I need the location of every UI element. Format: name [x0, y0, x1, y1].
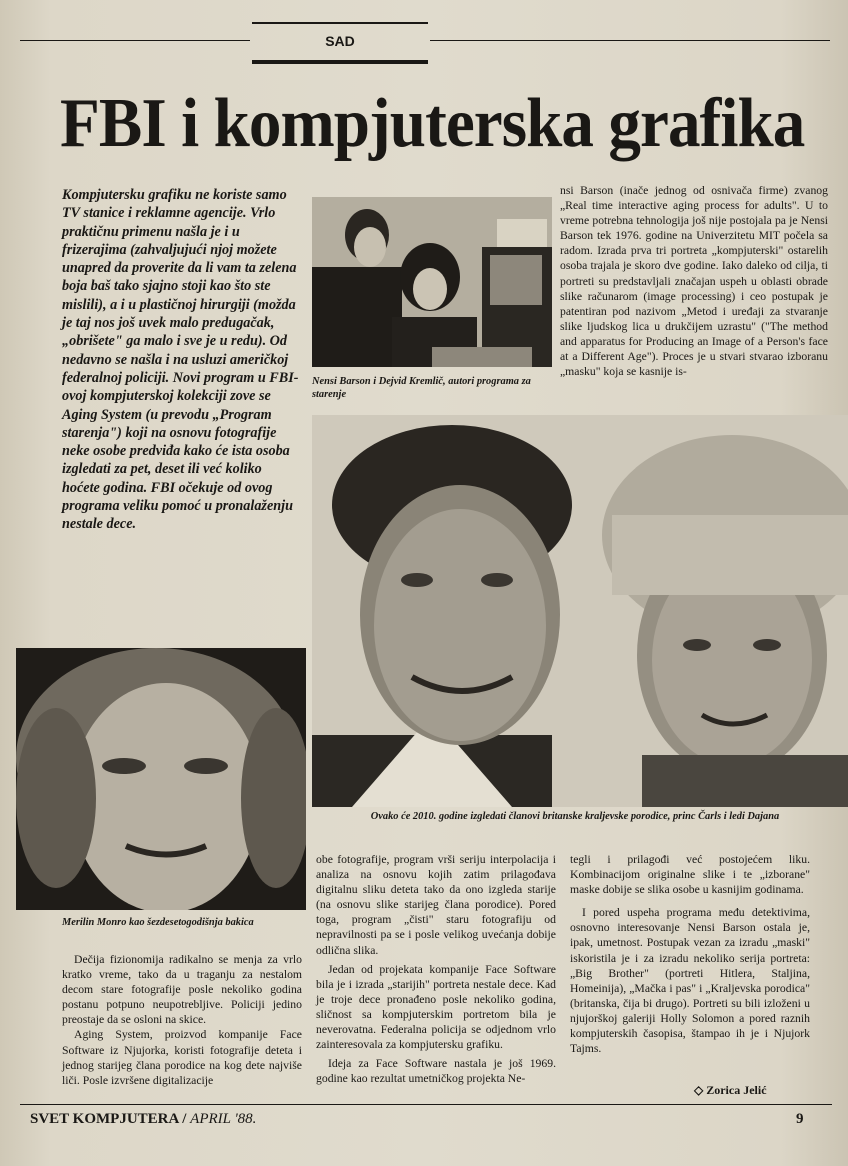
column-top-right-text: nsi Barson (inače jednog od osnivača firme) zvanog „Real time interactive aging process for adults". U to vreme potrebna tehnologija još nije postojala pa je Nensi Barson tek 1976. godine na Univerzitetu MIT počela sa radom. Izrada prva tri portreta „kompjuterski" ostarelih osoba trajala je skoro dve godine. Iako daleko od cilja, ti portreti su predstavljali značajan uspeh u oblasti obrade slike računarom (image processing) i ceo postupak je patentiran pod nazivom „Metod i uređaji za stvaranje slike ljudskog lica u drukčijem uzrastu" ("The method and apparatus for Producing an Image of a Person's face at a Different Age"). Proces je u stvari stvarao izboranu „masku" koja se kasnije is- [560, 184, 828, 379]
caption-royal-couple: Ovako će 2010. godine izgledati članovi britanske kraljevske porodice, princ Čarls i ledi Dajana [370, 811, 780, 822]
column-bottom-right-p1: tegli i prilagođi već postojećem liku. Kombinacijom originalne slike i te „izborane" maske dobije se slika osobe u kasnijim godinama. [570, 853, 810, 897]
footer-magazine-name: SVET KOMPJUTERA [30, 1111, 179, 1127]
headline: FBI i kompjuterska grafika [60, 85, 805, 162]
section-label: SAD [325, 33, 355, 49]
author-byline: ◇ Zorica Jelić [694, 1083, 767, 1097]
footer-issue: APRIL '88. [190, 1111, 257, 1127]
page-number: 9 [796, 1111, 804, 1127]
caption-marilyn: Merilin Monro kao šezdesetogodišnja bakica [62, 917, 254, 928]
header-rule-right [430, 40, 830, 41]
column-bottom-right [570, 852, 810, 1056]
column-bottom-middle-p1: obe fotografije, program vrši seriju interpolacija i analiza na osnovu kojih zatim prilagođava digitalnu sliku deteta tako da ono izgleda starije (na osnovu slike starijeg člana porodice). Pored toga, program „čisti" staru fotografiju od nepravilnosti pa se i posle velikog uvećanja dobije odlična slika. [316, 853, 556, 957]
header-label-bottom-rule [252, 60, 428, 64]
column-bottom-middle-p3: Ideja za Face Software nastala je još 1969. godine kao rezultat umetničkog projekta Ne- [316, 1057, 556, 1086]
column-top-right [560, 183, 828, 379]
photo-authors-illustration [312, 197, 552, 367]
column-bottom-left-p2: Aging System, proizvod kompanije Face Software iz Njujorka, koristi fotografije deteta i jednog starijeg člana porodice na kog dete najviše liči. Posle izvršene digitalizacije [62, 1028, 302, 1087]
caption-authors: Nensi Barson i Dejvid Kremlič, autori programa za starenje [312, 376, 531, 400]
footer-magazine [30, 1111, 256, 1128]
column-bottom-right-p2: I pored uspeha programa među detektivima, osnovno interesovanje Nensi Barson ostala je, ipak, umetnost. Postupak vezan za izradu „maski" iskoristila je i za izradu nekoliko serija portreta: „Big Brother" (portreti Hitlera, Staljina, Homeinija), „Mačka i pas" i „Kraljevska porodica" (britanska, čija bi drugo). Portreti su bili izloženi u njujorškoj galeriji Holly Solomon a pored raznih kompjuterskih časopisa, štampao ih je i Njujork Tajms. [570, 906, 810, 1056]
header-rule-left [20, 40, 250, 41]
header-label-top-rule [252, 22, 428, 24]
column-bottom-left [62, 952, 302, 1088]
footer-separator: / [178, 1111, 191, 1127]
photo-marilyn-illustration [16, 648, 306, 910]
column-bottom-left-p1: Dečija fizionomija radikalno se menja za vrlo kratko vreme, tako da u traganju za nestalom decom stare fotografije posle nekoliko godina postanu potpuno neupotrebljive. Policiji jedino preostaje da se osloni na skice. [62, 953, 302, 1027]
column-bottom-middle-p2: Jedan od projekata kompanije Face Software bila je i izrada „starijih" portreta nestale dece. Kad je troje dece pronađeno posle nekoliko godina, sličnost sa kompjuterskim portretom bila je neverovatna. Federalna policija se odjednom vrlo zainteresovala za kompjutersku grafiku. [316, 962, 556, 1052]
photo-authors [312, 197, 552, 367]
photo-royal-couple [312, 415, 848, 807]
column-bottom-middle [316, 852, 556, 1086]
photo-marilyn [16, 648, 306, 910]
footer-rule [20, 1104, 832, 1105]
lead-paragraph: Kompjutersku grafiku ne koriste samo TV stanice i reklamne agencije. Vrlo praktičnu primenu našla je i u frizerajima (zahvaljujući njoj možete unapred da proverite da li vam ta zelena boja baš tako sjajno stoji kao što ste mislili), a i u plastičnoj hirurgiji (možda je taj nos još uvek malo predugačak, „obrišete" ga malo i sve je u redu). Od nedavno se našla i na usluzi američkoj federalnoj policiji. Novi program u FBI-ovoj kompjuterskoj kolekciji zove se Aging System (u prevodu „Program starenja") koji na osnovu fotografije neke osobe predviđa kako će ista osoba izgledati za pet, deset ili već koliko hoćete godina. FBI očekuje od ovog programa veliku pomoć u pronalaženju nestale dece. [62, 187, 299, 533]
photo-royal-couple-illustration [312, 415, 848, 807]
